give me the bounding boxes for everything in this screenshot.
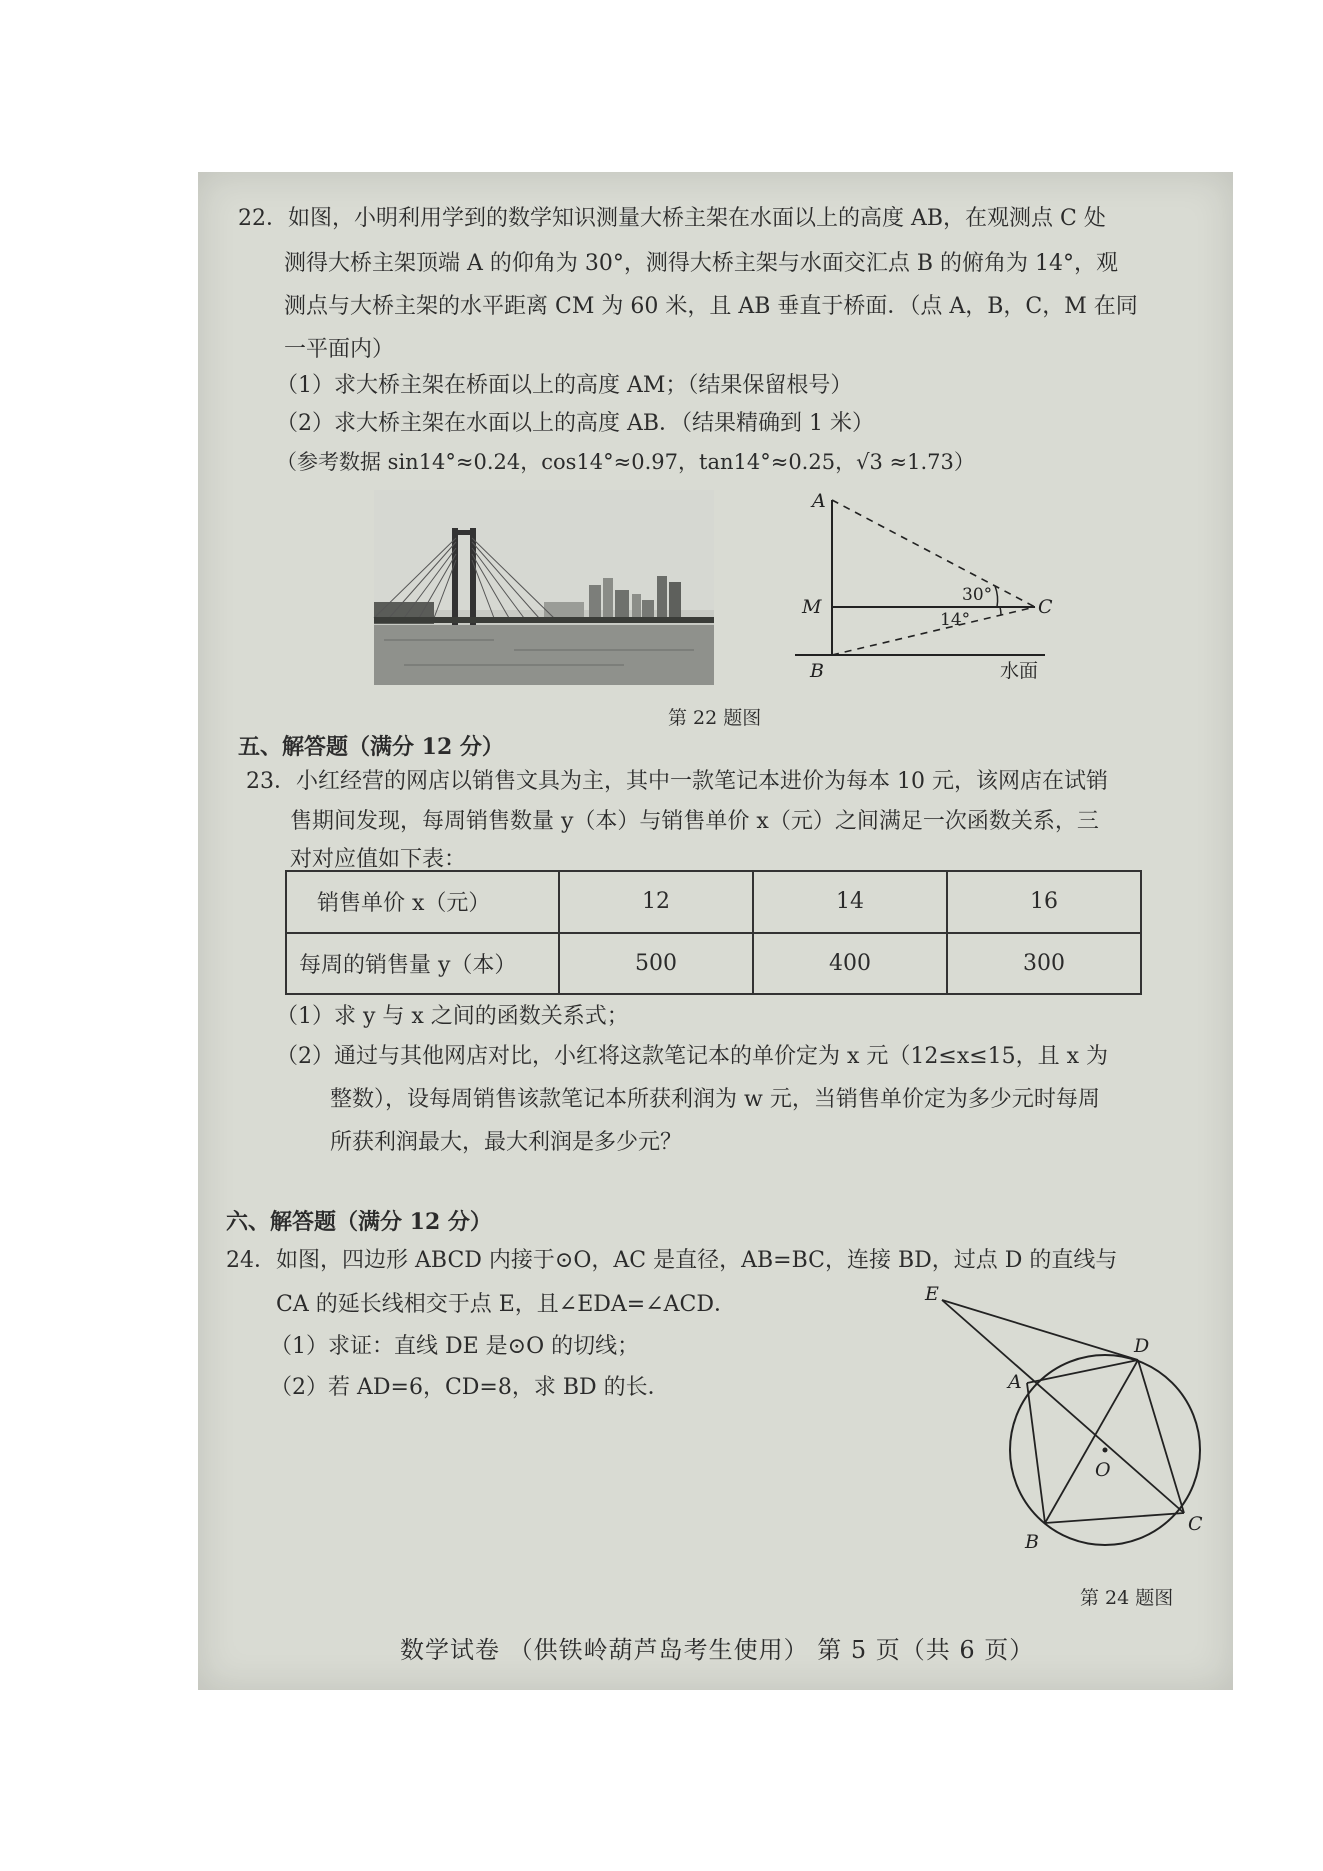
q22-label-c: C [1038, 596, 1053, 618]
q24-figure-caption: 第 24 题图 [1080, 1587, 1174, 1609]
q22-label-a: A [812, 490, 826, 512]
q23-sub2-line-1: （2）通过与其他网店对比，小红将这款笔记本的单价定为 x 元（12≤x≤15，且 x 为 [276, 1044, 1109, 1069]
q22-line-2: 测得大桥主架顶端 A 的仰角为 30°，测得大桥主架与水面交汇点 B 的俯角为 14°，观 [284, 251, 1119, 276]
table-cell: 500 [559, 933, 753, 995]
q24-label-c: C [1188, 1513, 1203, 1535]
q22-sub1: （1）求大桥主架在桥面以上的高度 AM；（结果保留根号） [276, 373, 853, 398]
table-header-price: 销售单价 x（元） [286, 871, 559, 933]
q24-label-d: D [1134, 1335, 1150, 1357]
q23-sub2-line-2: 整数），设每周销售该款笔记本所获利润为 w 元，当销售单价定为多少元时每周 [330, 1087, 1100, 1112]
q22-label-water: 水面 [1000, 660, 1039, 682]
bridge-photo [374, 490, 714, 685]
section-5-heading: 五、解答题（满分 12 分） [238, 734, 504, 760]
q22-label-m: M [802, 596, 822, 618]
q22-label-b: B [810, 660, 824, 682]
table-cell: 14 [753, 871, 947, 933]
table-cell: 400 [753, 933, 947, 995]
sales-table [285, 870, 1142, 995]
table-cell: 300 [947, 933, 1141, 995]
section-6-heading: 六、解答题（满分 12 分） [226, 1209, 492, 1235]
q22-line-4: 一平面内） [284, 337, 395, 362]
q24-line-2: CA 的延长线相交于点 E，且∠EDA=∠ACD． [276, 1292, 737, 1317]
q24-line-1: 24．如图，四边形 ABCD 内接于⊙O，AC 是直径，AB=BC，连接 BD，过点 D 的直线与 [226, 1248, 1118, 1273]
q23-sub1: （1）求 y 与 x 之间的函数关系式； [276, 1004, 629, 1029]
q23-line-3: 对对应值如下表： [290, 847, 467, 872]
q22-sub2: （2）求大桥主架在水面以上的高度 AB．（结果精确到 1 米） [276, 411, 875, 436]
q23-sub2-line-3: 所获利润最大，最大利润是多少元？ [330, 1130, 683, 1155]
table-header-quantity: 每周的销售量 y（本） [286, 933, 559, 995]
q24-label-e: E [925, 1283, 939, 1305]
q22-figure-caption: 第 22 题图 [668, 707, 762, 729]
q24-label-b: B [1025, 1531, 1039, 1553]
q22-line-1: 22．如图，小明利用学到的数学知识测量大桥主架在水面以上的高度 AB，在观测点 C 处 [238, 206, 1106, 231]
q24-sub1: （1）求证：直线 DE 是⊙O 的切线； [270, 1334, 640, 1359]
q24-sub2: （2）若 AD=6，CD=8，求 BD 的长． [270, 1375, 670, 1400]
q24-label-o: O [1095, 1459, 1111, 1481]
q22-angle-30: 30° [962, 585, 993, 605]
q22-line-3: 测点与大桥主架的水平距离 CM 为 60 米，且 AB 垂直于桥面．（点 A，B，C，M 在同 [284, 294, 1138, 319]
page-footer: 数学试卷 （供铁岭葫芦岛考生使用） 第 5 页（共 6 页） [400, 1636, 1035, 1664]
q22-diagram [790, 485, 1053, 685]
q24-label-a: A [1008, 1371, 1022, 1393]
q23-line-1: 23．小红经营的网店以销售文具为主，其中一款笔记本进价为每本 10 元，该网店在试销 [246, 769, 1108, 794]
q23-line-2: 售期间发现，每周销售数量 y（本）与销售单价 x（元）之间满足一次函数关系，三 [290, 809, 1099, 834]
table-row [286, 933, 1141, 995]
table-cell: 12 [559, 871, 753, 933]
table-cell: 16 [947, 871, 1141, 933]
q22-angle-14: 14° [940, 610, 971, 630]
q24-diagram [920, 1278, 1210, 1558]
table-row [286, 871, 1141, 933]
q22-reference-data: （参考数据 sin14°≈0.24，cos14°≈0.97，tan14°≈0.25，√3 ≈1.73） [276, 450, 975, 474]
